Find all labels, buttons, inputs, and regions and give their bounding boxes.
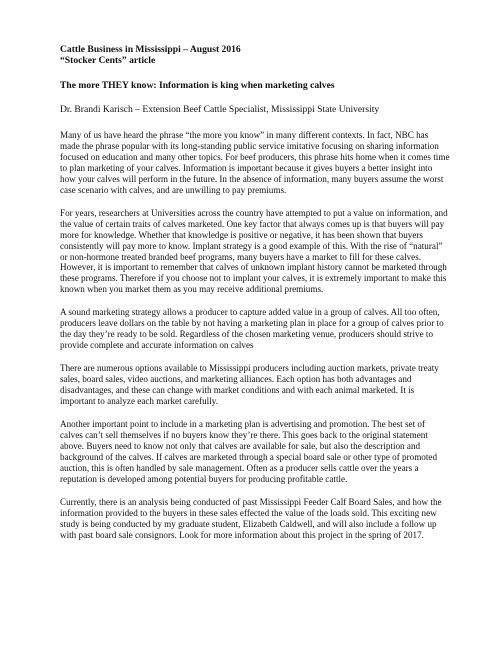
paragraph-3: A sound marketing strategy allows a producer to capture added value in a group of calves. All too often, producers leave dollars on the table by not having a marketing plan in place for a group of calves prior to the day they’re ready to be sold. Regardless of the chosen marketing venue, producers should strive to provide complete and accurate information on calves — [60, 307, 444, 351]
paragraph-6: Currently, there is an analysis being conducted of past Mississippi Feeder Calf Board Sales, and how the information provided to the buyers in these sales effected the value of the loads sold. This exciting new study is being conducted by my graduate student, Elizabeth Caldwell, and will also include a follow up with past board sale consignors. Look for more information about this project in the spring of 2017. — [60, 496, 442, 540]
paragraph-4: There are numerous options available to Mississippi producers including auction markets, private treaty sales, board sales, video auctions, and marketing alliances. Each option has both advantages and disadvantages, and these can change with market conditions and with each animal marketed. It is important to analyze each market carefully. — [60, 363, 439, 407]
paragraph-5: Another important point to include in a marketing plan is advertising and promotion. The best set of calves can’t sell themselves if no buyers know they’re there. This goes back to the original statement above. Buyers need to know not only that calves are available for sale, but also the description and background of the calves. If calves are marketed through a special board sale or other type of promoted auction, this is often handled by sale management. Often as a producer sells cattle over the years a reputation is developed among potential buyers for producing profitable cattle. — [60, 418, 438, 484]
column-name: “Stocker Cents” article — [60, 55, 156, 66]
paragraph-2: For years, researchers at Universities across the country have attempted to put a value on information, and the value of certain traits of calves marketed. One key factor that always comes up is that buyers will pay more for knowledge. Whether that knowledge is positive or negative, it has been shown that buyers consistently will pay more to know. Implant strategy is a good example of this. With the rise of “natural” or non-hormone treated branded beef programs, many buyers have a market to fill for these calves. However, it is important to remember that calves of unknown implant history cannot be marketed through these programs. Therefore if you choose not to implant your calves, it is extremely important to make this known when you market them as you may receive additional premiums. — [60, 207, 448, 295]
author-byline: Dr. Brandi Karisch – Extension Beef Cattle Specialist, Mississippi State University — [60, 104, 380, 115]
article-title: The more THEY know: Information is king when marketing calves — [60, 80, 335, 91]
paragraph-1: Many of us have heard the phrase “the more you know” in many different contexts. In fact, NBC has made the phrase popular with its long-standing public service imitative focusing on sharing information focused on education and many other topics. For beef producers, this phrase hits home when it comes time to plan marketing of your calves. Information is important because it gives buyers a better insight into how your calves will perform in the future. In the absence of information, many buyers assume the worst case scenario with calves, and are unwilling to pay premiums. — [60, 130, 450, 195]
publication-header: Cattle Business in Mississippi – August 2016 — [60, 44, 241, 55]
